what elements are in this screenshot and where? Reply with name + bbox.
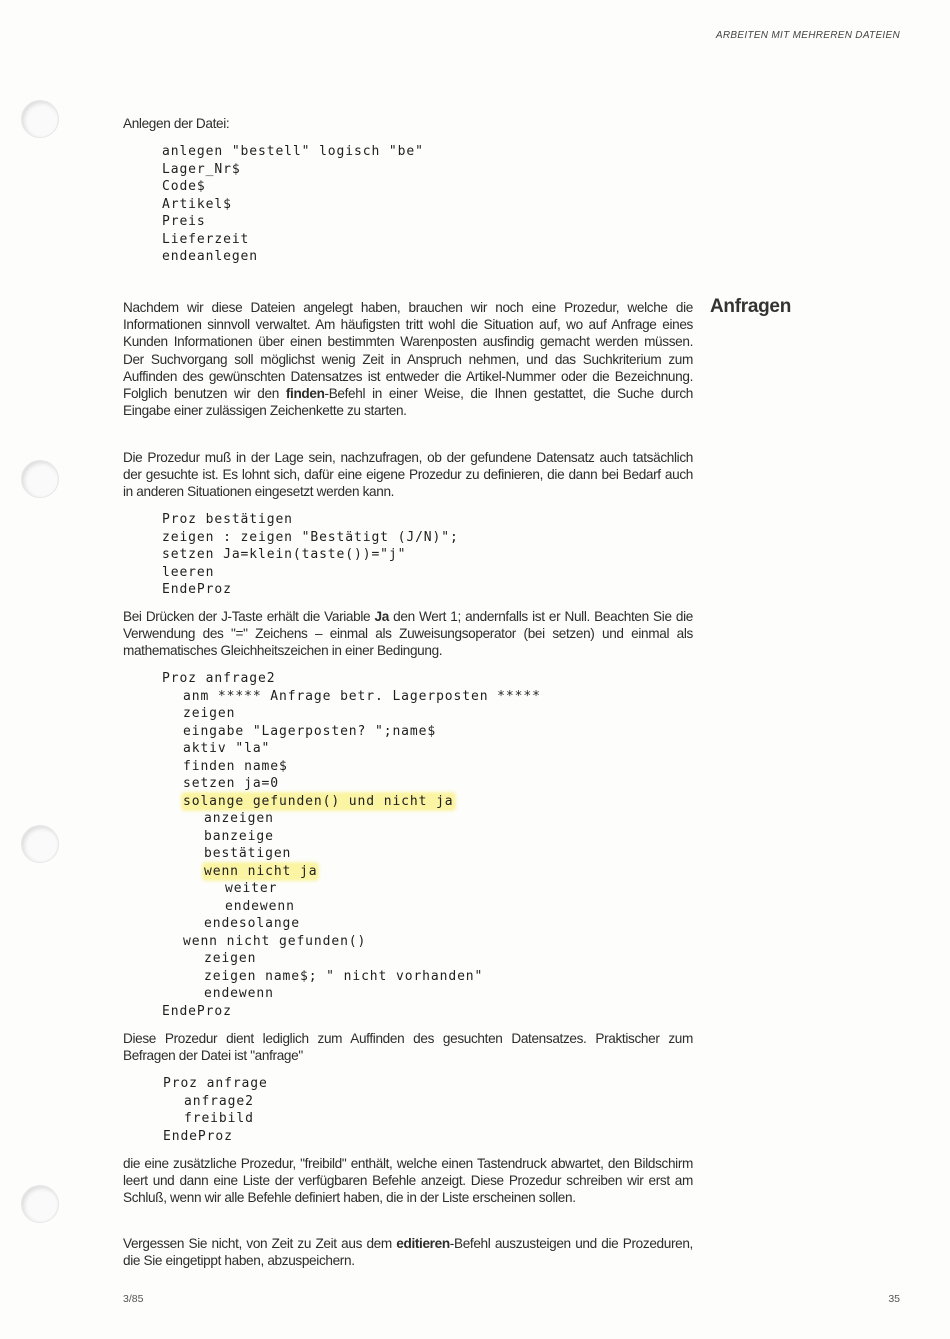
anfrage-code-line: [163, 1110, 663, 1128]
para4-text: Diese Prozedur dient lediglich zum Auffinden des gesuchten Datensatzes. Praktischer zum Befragen der Datei ist "anfrage": [123, 1031, 693, 1064]
code-text: EndeProz: [162, 582, 232, 597]
code-text: banzeige: [204, 828, 274, 844]
punch-hole: [21, 460, 59, 498]
punch-hole: [21, 825, 59, 863]
code-text: anlegen "bestell" logisch "be": [162, 144, 424, 159]
para6-text-cont: -Befehl auszusteigen und die Prozeduren, die Sie eingetippt haben, abzuspeichern.: [123, 1236, 693, 1269]
code-text: zeigen: [204, 951, 257, 966]
anfrage2-code-line: [162, 688, 682, 706]
bestaetigen-code-line: [162, 581, 662, 599]
anfrage2-code-line: [162, 705, 682, 723]
code-text: anzeigen: [204, 811, 274, 826]
anfrage2-code-line: [162, 1003, 682, 1021]
side-heading: Anfragen: [710, 296, 791, 317]
keyword-ja: Ja: [374, 609, 389, 624]
code-block-bestaetigen: [162, 511, 662, 599]
paragraph-anfragen: [123, 299, 693, 419]
para2-text: Die Prozedur muß in der Lage sein, nachzufragen, ob der gefundene Datensatz auch tatsächlich der gesuchte ist. Es lohnt sich, dafür eine eigene Prozedur zu definieren, die dann bei Bedarf auch in anderen Situationen eingesetzt werden kann.: [123, 450, 693, 500]
bestaetigen-code-line: [162, 511, 662, 529]
anlegen-code-line: [162, 196, 662, 214]
anfrage2-code-line: [162, 670, 682, 688]
highlighted-code: solange gefunden() und nicht ja: [183, 793, 454, 809]
anfrage2-code-line: [162, 863, 682, 881]
code-text: wenn nicht gefunden(): [183, 933, 367, 949]
code-text: leeren: [162, 564, 215, 580]
anlegen-code-line: [162, 248, 662, 266]
para1-text-cont: -Befehl in einer Weise, die Ihnen gestattet, die Suche durch Eingabe einer zulässigen Zeichenkette zu starten.: [123, 386, 693, 419]
code-text: weiter: [225, 881, 278, 896]
anlegen-code-line: [162, 161, 662, 179]
code-text: freibild: [184, 1111, 254, 1126]
code-text: setzen Ja=klein(taste())="j": [162, 547, 407, 562]
anfrage-code-line: [163, 1093, 663, 1111]
code-text: anfrage2: [184, 1093, 254, 1109]
anfrage2-code-line: [162, 810, 682, 828]
bestaetigen-code-line: [162, 546, 662, 564]
code-text: bestätigen: [204, 846, 292, 861]
code-text: finden name$: [183, 758, 288, 774]
code-text: Proz anfrage: [163, 1076, 268, 1091]
anfrage2-code-line: [162, 740, 682, 758]
anfrage2-code-line: [162, 758, 682, 776]
anfrage2-code-line: [162, 985, 682, 1003]
code-block-anlegen: [162, 143, 662, 266]
para3-text: Bei Drücken der J-Taste erhält die Variable: [123, 609, 375, 624]
code-text: EndeProz: [163, 1128, 233, 1144]
code-text: endesolange: [204, 916, 300, 931]
anfrage2-code-line: [162, 775, 682, 793]
running-header: ARBEITEN MIT MEHREREN DATEIEN: [715, 30, 900, 41]
code-text: Artikel$: [162, 196, 232, 212]
paragraph-ja: [123, 608, 693, 660]
para1-text: Nachdem wir diese Dateien angelegt haben, brauchen wir noch eine Prozedur, welche die Informationen sinnvoll verwaltet. Am häufigsten tritt wohl die Situation auf, wo auf Anfrage eines Kunden Informationen über einen bestimmten Warenposten ausfindig gemacht werden müssen. Der Suchvorgang soll möglichst wenig Zeit in Anspruch nehmen, und das Suchkriterium zum Auffinden des gewünschten Datensatzes ist entweder die Artikel-Nummer oder die Bezeichnung. Folglich benutzen wir den: [123, 300, 693, 402]
code-text: zeigen: [183, 706, 236, 721]
anfrage2-code-line: [162, 845, 682, 863]
paragraph-editieren: [123, 1235, 693, 1269]
anlegen-code-line: [162, 213, 662, 231]
anlegen-code-line: [162, 178, 662, 196]
intro-text: Anlegen der Datei:: [123, 116, 230, 131]
page-number: 35: [888, 1293, 900, 1305]
paragraph-anfrage: [123, 1030, 693, 1064]
code-text: Preis: [162, 214, 206, 229]
anfrage2-code-line: [162, 880, 682, 898]
code-text: endeanlegen: [162, 249, 258, 264]
anfrage2-code-line: [162, 915, 682, 933]
anfrage2-code-line: [162, 933, 682, 951]
code-text: zeigen name$; " nicht vorhanden": [204, 968, 484, 984]
code-text: anm ***** Anfrage betr. Lagerposten *****: [183, 688, 541, 704]
code-block-anfrage: [163, 1075, 663, 1145]
anfrage2-code-line: [162, 793, 682, 811]
anfrage2-code-line: [162, 968, 682, 986]
code-block-anfrage2: [162, 670, 682, 1020]
highlighted-code: wenn nicht ja: [204, 863, 318, 879]
code-text: endewenn: [225, 898, 295, 914]
code-text: Lieferzeit: [162, 231, 250, 247]
anfrage2-code-line: [162, 828, 682, 846]
punch-hole: [21, 1185, 59, 1223]
keyword-finden: finden: [285, 386, 325, 402]
code-text: aktiv "la": [183, 741, 271, 756]
paragraph-freibild: [123, 1155, 693, 1207]
para3-text-cont: den Wert 1; andernfalls ist er Null. Beachten Sie die Verwendung des "=" Zeichens – einmal als Zuweisungsoperator (bei setzen) und einmal als mathematisches Gleichheitszeichen in einer Bedingung.: [123, 609, 693, 659]
anfrage2-code-line: [162, 898, 682, 916]
file-create-intro: [123, 115, 693, 132]
code-text: eingabe "Lagerposten? ";name$: [183, 723, 437, 739]
anfrage-code-line: [163, 1075, 663, 1093]
code-text: zeigen : zeigen "Bestätigt (J/N)";: [162, 529, 459, 545]
keyword-editieren: editieren: [396, 1236, 450, 1251]
code-text: Proz bestätigen: [162, 512, 293, 527]
anlegen-code-line: [162, 231, 662, 249]
para5-text: die eine zusätzliche Prozedur, "freibild" enthält, welche einen Tastendruck abwartet, den Bildschirm leert und dann eine Liste der verfügbaren Befehle anzeigt. Diese Prozedur schreiben wir erst am Schluß, wenn wir alle Befehle definiert haben, die in der Liste erscheinen sollen.: [123, 1156, 693, 1206]
footer-edition: 3/85: [123, 1293, 144, 1305]
bestaetigen-code-line: [162, 564, 662, 582]
bestaetigen-code-line: [162, 529, 662, 547]
punch-hole: [21, 100, 59, 138]
anfrage2-code-line: [162, 950, 682, 968]
code-text: Lager_Nr$: [162, 161, 241, 177]
code-text: Code$: [162, 179, 206, 194]
code-text: setzen ja=0: [183, 776, 279, 791]
paragraph-bestaetigen: [123, 449, 693, 501]
code-text: EndeProz: [162, 1003, 232, 1019]
anlegen-code-line: [162, 143, 662, 161]
anfrage2-code-line: [162, 723, 682, 741]
anfrage-code-line: [163, 1128, 663, 1146]
code-text: Proz anfrage2: [162, 671, 276, 686]
para6-text: Vergessen Sie nicht, von Zeit zu Zeit aus dem: [123, 1236, 397, 1251]
code-text: endewenn: [204, 986, 274, 1001]
